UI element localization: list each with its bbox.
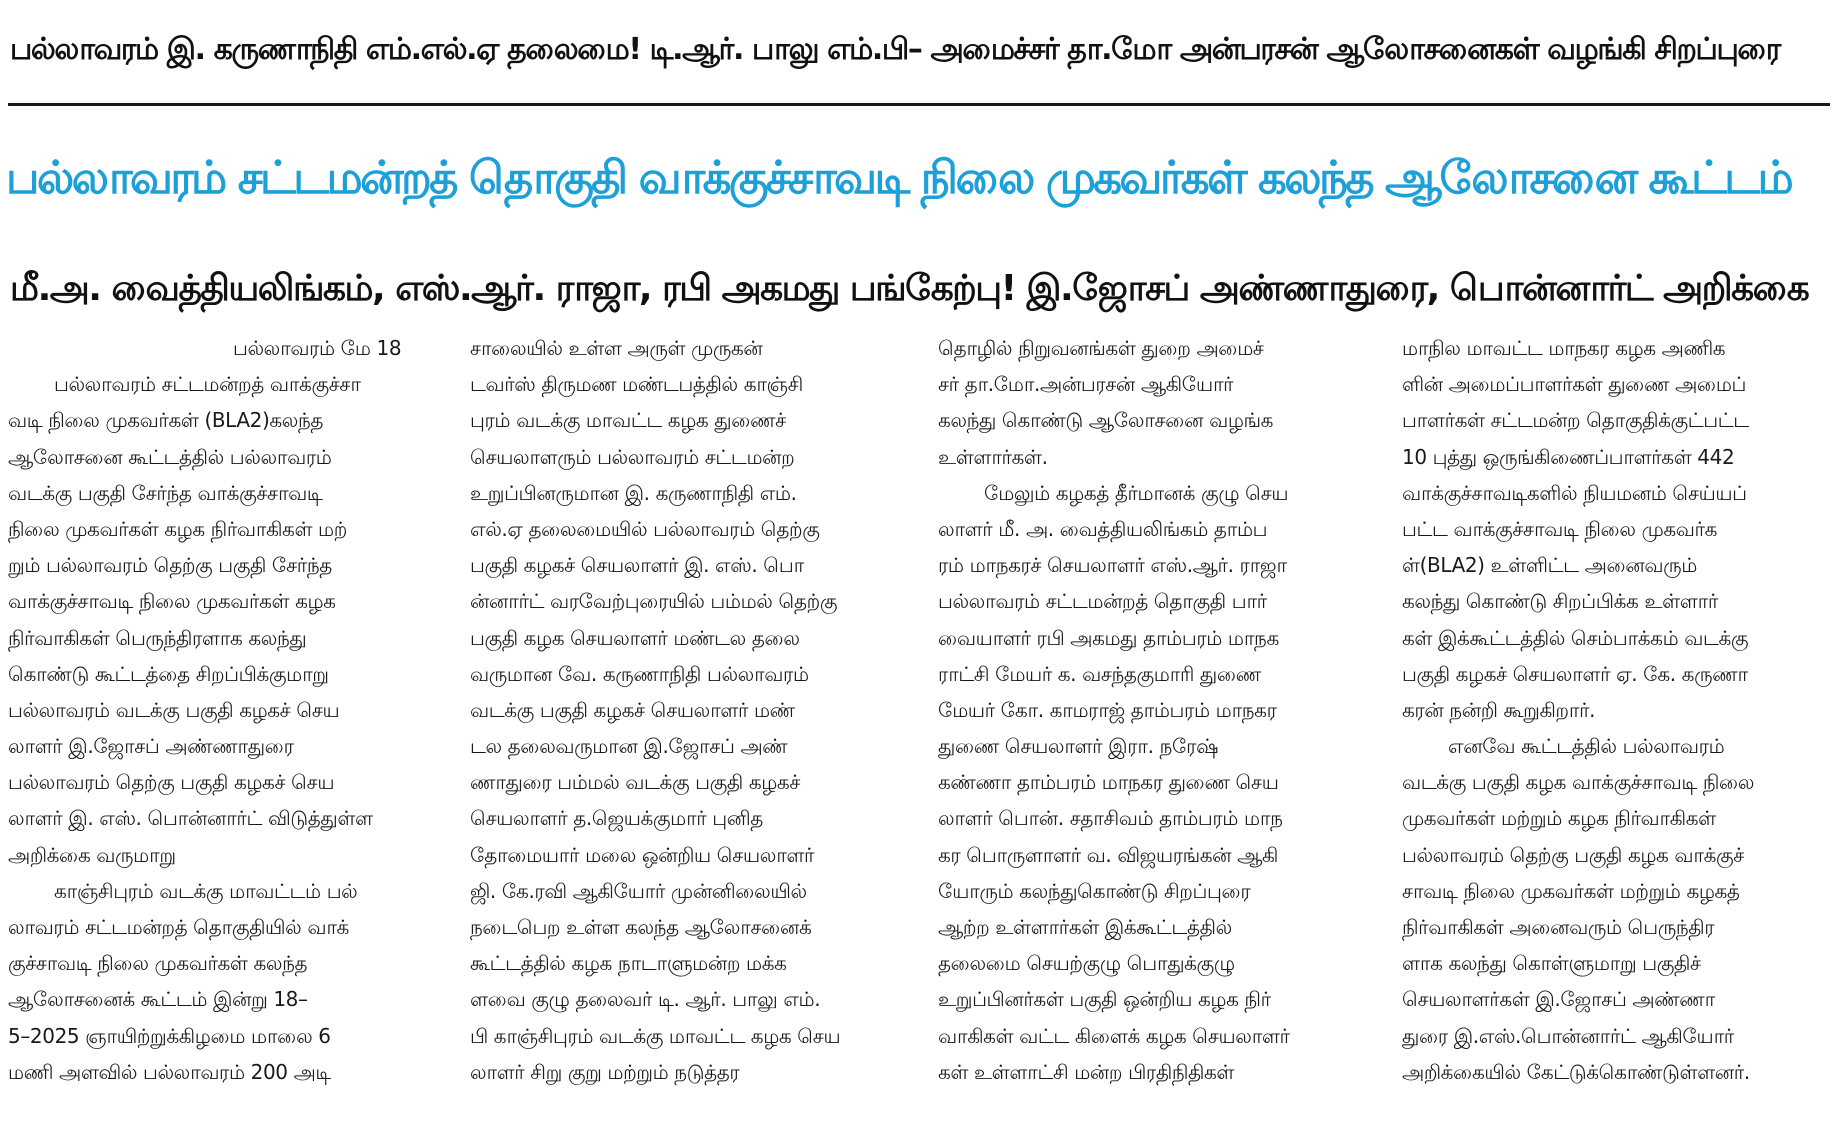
article-line: மாநில மாவட்ட மாநகர கழக அணிக: [1402, 336, 1726, 360]
article-line: வாகிகள் வட்ட கிளைக் கழக செயலாளர்: [938, 1023, 1290, 1048]
article-line: லாளர் இ.ஜோசப் அண்ணாதுரை: [8, 734, 294, 759]
article-line: வடக்கு பகுதி சேர்ந்த வாக்குச்சாவடி: [8, 480, 323, 505]
article-line: பி காஞ்சிபுரம் வடக்கு மாவட்ட கழக செய: [470, 1023, 841, 1048]
main-headline: பல்லாவரம் சட்டமன்றத் தொகுதி வாக்குச்சாவடி நிலை முகவர்கள் கலந்த ஆலோசனை கூட்டம்: [6, 151, 1792, 204]
article-line: வடக்கு பகுதி கழக வாக்குச்சாவடி நிலை: [1402, 770, 1755, 795]
article-line: ரம் மாநகரச் செயலாளர் எஸ்.ஆர். ராஜா: [938, 553, 1287, 578]
article-line: கர பொருளாளர் வ. விஜயரங்கன் ஆகி: [938, 842, 1278, 867]
article-line: பல்லாவரம் தெற்கு பகுதி கழகச் செய: [8, 770, 335, 795]
article-line: கலந்து கொண்டு ஆலோசனை வழங்க: [938, 408, 1274, 433]
article-line: வாக்குச்சாவடி நிலை முகவர்கள் கழக: [8, 589, 336, 614]
article-line: கூட்டத்தில் கழக நாடாளுமன்ற மக்க: [470, 951, 787, 976]
article-line: அறிக்கை வருமாறு: [8, 842, 176, 867]
article-line: செயலாளர் த.ஜெயக்குமார் புனித: [470, 806, 763, 831]
article-line: பட்ட வாக்குச்சாவடி நிலை முகவர்க: [1402, 516, 1717, 541]
article-line: ணாதுரை பம்மல் வடக்கு பகுதி கழகச்: [470, 770, 800, 795]
article-line: கரன் நன்றி கூறுகிறார்.: [1402, 697, 1596, 722]
article-line: பகுதி கழகச் செயலாளர் ஏ. கே. கருணா: [1402, 661, 1748, 686]
article-line: கலந்து கொண்டு சிறப்பிக்க உள்ளார்: [1402, 589, 1718, 614]
article-line: ளின் அமைப்பாளர்கள் துணை அமைப்: [1402, 372, 1747, 397]
article-line: சாலையில் உள்ள அருள் முருகன்: [470, 336, 763, 360]
article-line: சாவடி நிலை முகவர்கள் மற்றும் கழகத்: [1402, 878, 1740, 903]
article-line: மேலும் கழகத் தீர்மானக் குழு செய: [984, 480, 1289, 505]
article-line: அறிக்கையில் கேட்டுக்கொண்டுள்ளனர்.: [1402, 1059, 1750, 1084]
article-line: லாளர் பொன். சதாசிவம் தாம்பரம் மாந: [938, 806, 1283, 831]
article-line: புரம் வடக்கு மாவட்ட கழக துணைச்: [470, 408, 786, 433]
article-line: செயலாளர்கள் இ.ஜோசப் அண்ணா: [1402, 987, 1715, 1012]
article-column-2: [470, 330, 908, 1126]
article-line: 10 புத்து ஒருங்கிணைப்பாளர்கள் 442: [1402, 444, 1735, 469]
headline-divider: [8, 103, 1830, 106]
article-line: கள் இக்கூட்டத்தில் செம்பாக்கம் வடக்கு: [1402, 625, 1749, 650]
article-line: வடக்கு பகுதி கழகச் செயலாளர் மண்: [470, 697, 795, 722]
article-line: மேயர் கோ. காமராஜ் தாம்பரம் மாநகர: [938, 697, 1277, 722]
article-line: 5–2025 ஞாயிற்றுக்கிழமை மாலை 6: [8, 1023, 331, 1048]
article-line: றும் பல்லாவரம் தெற்கு பகுதி சேர்ந்த: [8, 553, 332, 578]
article-line: பல்லாவரம் சட்டமன்றத் தொகுதி பார்: [938, 589, 1267, 614]
article-line: முகவர்கள் மற்றும் கழக நிர்வாகிகள்: [1402, 806, 1716, 831]
article-line: நிர்வாகிகள் பெருந்திரளாக கலந்து: [8, 625, 307, 650]
article-line: உள்ளார்கள்.: [938, 444, 1048, 469]
article-line: வருமான வே. கருணாநிதி பல்லாவரம்: [470, 661, 809, 686]
article-line: நடைபெற உள்ள கலந்த ஆலோசனைக்: [470, 915, 812, 939]
article-line: ஆலோசனைக் கூட்டம் இன்று 18–: [8, 987, 308, 1012]
article-line: பல்லாவரம் சட்டமன்றத் வாக்குச்சா: [54, 372, 361, 397]
article-line: பல்லாவரம் வடக்கு பகுதி கழகச் செய: [8, 697, 340, 722]
dateline: பல்லாவரம் மே 18: [233, 336, 402, 360]
article-line: தோமையார் மலை ஒன்றிய செயலாளர்: [470, 842, 815, 867]
article-line: லாளர் மீ. அ. வைத்தியலிங்கம் தாம்ப: [938, 516, 1268, 541]
article-line: ஜி. கே.ரவி ஆகியோர் முன்னிலையில்: [470, 878, 807, 903]
article-line: யோரும் கலந்துகொண்டு சிறப்புரை: [938, 878, 1251, 903]
article-line: ளாக கலந்து கொள்ளுமாறு பகுதிச்: [1402, 951, 1701, 976]
article-line: வையாளர் ரபி அகமது தாம்பரம் மாநக: [938, 625, 1279, 650]
article-line: பல்லாவரம் தெற்கு பகுதி கழக வாக்குச்: [1402, 842, 1744, 867]
article-line: தொழில் நிறுவனங்கள் துறை அமைச்: [938, 336, 1264, 360]
article-line: லாளர் இ. எஸ். பொன்னார்ட் விடுத்துள்ள: [8, 806, 373, 831]
article-line: கள் உள்ளாட்சி மன்ற பிரதிநிதிகள்: [938, 1059, 1235, 1084]
article-line: கண்ணா தாம்பரம் மாநகர துணை செய: [938, 770, 1279, 795]
article-line: ஆற்ற உள்ளார்கள் இக்கூட்டத்தில்: [938, 915, 1232, 939]
article-line: பகுதி கழக செயலாளர் மண்டல தலை: [470, 625, 800, 650]
article-line: உறுப்பினர்கள் பகுதி ஒன்றிய கழக நிர்: [938, 987, 1271, 1012]
article-line: தலைமை செயற்குழு பொதுக்குழு: [938, 951, 1235, 976]
article-line: பாளர்கள் சட்டமன்ற தொகுதிக்குட்பட்ட: [1402, 408, 1749, 433]
article-column-1: [8, 330, 446, 1126]
kicker-headline: பல்லாவரம் இ. கருணாநிதி எம்.எல்.ஏ தலைமை! டி.ஆர். பாலு எம்.பி– அமைச்சர் தா.மோ அன்பரசன் ஆலோசனைகள் வழங்கி சிறப்புரை: [10, 32, 1780, 67]
article-line: மணி அளவில் பல்லாவரம் 200 அடி: [8, 1059, 331, 1084]
article-line: வடி நிலை முகவர்கள் (BLA2)கலந்த: [8, 408, 324, 433]
article-column-3: [938, 330, 1376, 1126]
article-line: ள்(BLA2) உள்ளிட்ட அனைவரும்: [1402, 553, 1697, 578]
article-line: வாக்குச்சாவடிகளில் நியமனம் செய்யப்: [1402, 480, 1747, 505]
article-line: குச்சாவடி நிலை முகவர்கள் கலந்த: [8, 951, 308, 976]
article-line: துரை இ.எஸ்.பொன்னார்ட் ஆகியோர்: [1402, 1023, 1734, 1048]
article-line: ராட்சி மேயர் க. வசந்தகுமாரி துணை: [938, 661, 1261, 686]
article-line: உறுப்பினருமான இ. கருணாநிதி எம்.: [470, 480, 797, 505]
article-line: ளவை குழு தலைவர் டி. ஆர். பாலு எம்.: [470, 987, 821, 1012]
article-line: ன்னார்ட் வரவேற்புரையில் பம்மல் தெற்கு: [470, 589, 838, 614]
article-line: நிர்வாகிகள் அனைவரும் பெருந்திர: [1402, 915, 1715, 939]
article-line: எனவே கூட்டத்தில் பல்லாவரம்: [1448, 734, 1725, 759]
article-line: சர் தா.மோ.அன்பரசன் ஆகியோர்: [938, 372, 1234, 397]
article-line: டவர்ஸ் திருமண மண்டபத்தில் காஞ்சி: [470, 372, 803, 397]
article-line: ஆலோசனை கூட்டத்தில் பல்லாவரம்: [8, 444, 332, 469]
article-line: செயலாளரும் பல்லாவரம் சட்டமன்ற: [470, 444, 795, 469]
sub-headline: மீ.அ. வைத்தியலிங்கம், எஸ்.ஆர். ராஜா, ரபி அகமது பங்கேற்பு! இ.ஜோசப் அண்ணாதுரை, பொன்னார்ட் அறிக்கை: [10, 268, 1809, 309]
article-line: கொண்டு கூட்டத்தை சிறப்பிக்குமாறு: [8, 661, 329, 686]
article-line: எல்.ஏ தலைமையில் பல்லாவரம் தெற்கு: [470, 516, 820, 541]
article-line: லாளர் சிறு குறு மற்றும் நடுத்தர: [470, 1059, 740, 1084]
article-line: துணை செயலாளர் இரா. நரேஷ்: [938, 734, 1219, 759]
article-line: லாவரம் சட்டமன்றத் தொகுதியில் வாக்: [8, 915, 349, 939]
article-line: டல தலைவருமான இ.ஜோசப் அண்: [470, 734, 788, 759]
article-line: காஞ்சிபுரம் வடக்கு மாவட்டம் பல்: [54, 878, 358, 903]
article-line: நிலை முகவர்கள் கழக நிர்வாகிகள் மற்: [8, 516, 347, 541]
article-line: பகுதி கழகச் செயலாளர் இ. எஸ். பொ: [470, 553, 804, 578]
article-column-4: [1402, 330, 1838, 1126]
